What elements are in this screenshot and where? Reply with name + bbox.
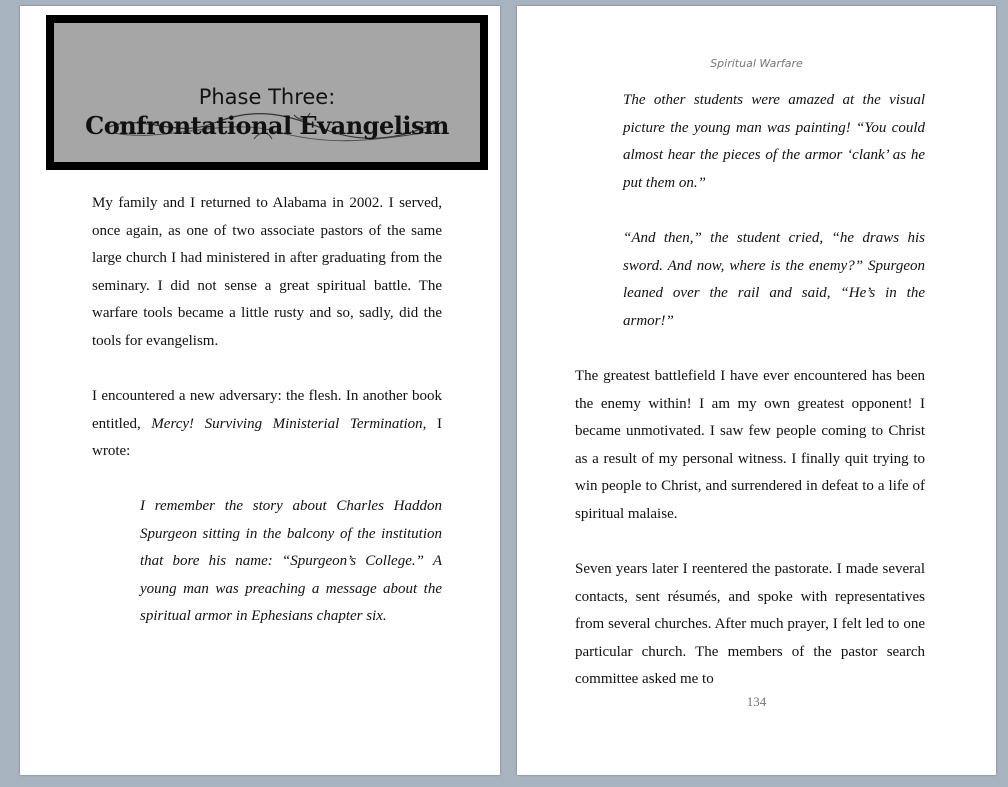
paragraph-greatest-battlefield: The greatest battlefield I have ever encountered has been the enemy within! I am my own greatest opponent! I became unmotivated. I saw few people coming to Christ as a result of my personal witness. I finally quit trying to win people to Christ, and surrendered in defeat to a life of spiritual malaise. xyxy=(575,368,925,522)
chapter-banner xyxy=(46,15,488,170)
book-title: Mercy! Surviving Ministerial Termination xyxy=(151,415,423,432)
paragraph-returned-to-alabama: My family and I returned to Alabama in 2002. I served, once again, as one of two associate pastors of the same large church I had ministered in after graduating from the seminary. I did not sense a great spiritual battle. The warfare tools became a little rusty and so, sadly, did the tools for evangelism. xyxy=(92,195,442,349)
left-page xyxy=(20,6,500,775)
paragraph-text-after: , I wrote: xyxy=(92,415,442,460)
right-page xyxy=(517,6,996,775)
chapter-banner-inner xyxy=(54,23,480,162)
chapter-title-line2: Confrontational Evangelism xyxy=(85,111,449,140)
running-head: Spiritual Warfare xyxy=(710,57,803,70)
block-quote-spurgeon: I remember the story about Charles Haddon Spurgeon sitting in the balcony of the institution that bore his name: “Spurgeon’s College.” A young man was preaching a message about the spiritual armor in Ephesians chapter six. xyxy=(140,498,442,625)
paragraph-new-adversary xyxy=(92,383,442,466)
block-quote-students: The other students were amazed at the visual picture the young man was painting! “You could almost hear the pieces of the armor ‘clank’ as he put them on.” xyxy=(623,92,925,191)
chapter-title-line1: Phase Three: xyxy=(198,85,336,109)
paragraph-reentered-pastorate: Seven years later I reentered the pastorate. I made several contacts, sent résumés, and spoke with representatives from several churches. After much prayer, I felt led to one particular church. The members of the pastor search committee asked me to xyxy=(575,561,925,688)
page-number: 134 xyxy=(746,694,767,709)
paragraph-text-before: I encountered a new adversary: the flesh. In another book entitled, xyxy=(92,388,442,432)
block-quote-armor: “And then,” the student cried, “he draws his sword. And now, where is the enemy?” Spurgeon leaned over the rail and said, “He’s in the armor!” xyxy=(623,230,925,329)
